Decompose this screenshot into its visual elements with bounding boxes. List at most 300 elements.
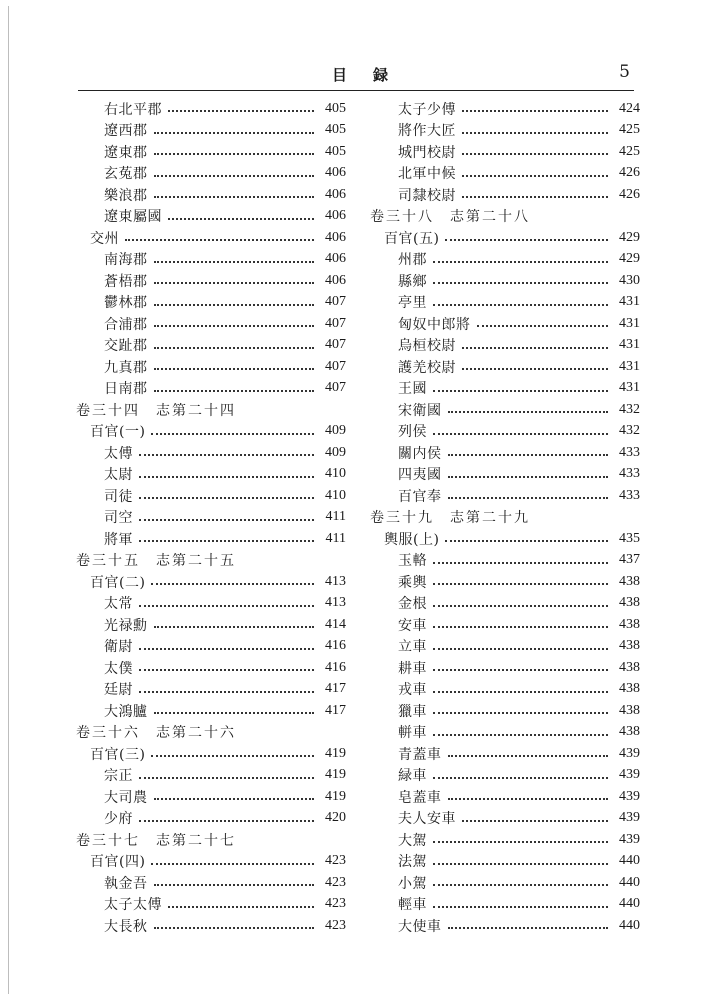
toc-entry [370,765,640,787]
dot-leader [139,690,314,693]
toc-entry-label: 百官(三) [90,746,146,763]
toc-entry-label: 百官(一) [90,424,146,441]
toc-entry-label: 卷三十八 志第二十八 [370,209,530,226]
dot-leader [168,905,314,908]
toc-entry [76,292,346,314]
toc-entry-page: 413 [325,595,346,611]
toc-entry [76,851,346,873]
toc-entry-page: 431 [619,337,640,353]
toc-entry-label: 小駕 [398,875,427,892]
toc-entry [370,292,640,314]
toc-entry-page: 431 [619,358,640,374]
toc-section-heading [370,507,640,529]
toc-entry-label: 太尉 [104,467,133,484]
toc-entry-label: 樂浪郡 [104,187,148,204]
toc-entry-page: 406 [325,229,346,245]
toc-entry-label: 交州 [90,230,119,247]
toc-entry-label: 獵車 [398,703,427,720]
dot-leader [433,604,608,607]
toc-entry-label: 軿車 [398,725,427,742]
toc-entry [370,851,640,873]
dot-leader [154,303,315,306]
toc-entry-label: 宋衛國 [398,402,442,419]
toc-entry [76,141,346,163]
dot-leader [462,195,608,198]
toc-entry-label: 太傅 [104,445,133,462]
toc-entry-label: 蒼梧郡 [104,273,148,290]
toc-entry-page: 410 [325,487,346,503]
toc-entry-label: 百官(二) [90,574,146,591]
toc-entry [76,313,346,335]
dot-leader [139,539,314,542]
toc-entry [76,356,346,378]
toc-entry-label: 耕車 [398,660,427,677]
toc-entry-label: 大司農 [104,789,148,806]
toc-entry [370,442,640,464]
toc-entry [370,894,640,916]
dot-leader [448,410,609,413]
dot-leader [433,905,608,908]
toc-entry [370,593,640,615]
toc-entry-label: 卷三十五 志第二十五 [76,553,236,570]
dot-leader [445,539,608,542]
dot-leader [154,260,315,263]
toc-entry-label: 衛尉 [104,639,133,656]
toc-entry-label: 安車 [398,617,427,634]
toc-entry [370,743,640,765]
toc-entry-page: 417 [325,681,346,697]
toc-entry-page: 429 [619,229,640,245]
toc-entry [370,722,640,744]
toc-entry-page: 413 [325,573,346,589]
toc-entry-page: 407 [325,358,346,374]
toc-entry [76,593,346,615]
toc-entry [76,657,346,679]
dot-leader [477,324,609,327]
toc-entry-label: 緑車 [398,768,427,785]
toc-entry [370,249,640,271]
toc-entry-page: 405 [325,100,346,116]
toc-entry [370,700,640,722]
toc-entry-page: 419 [325,788,346,804]
dot-leader [448,453,609,456]
toc-entry [76,335,346,357]
toc-entry-label: 司隸校尉 [398,187,456,204]
dot-leader [433,625,608,628]
toc-entry [76,679,346,701]
toc-entry-label: 遼東屬國 [104,209,162,226]
toc-entry-page: 424 [619,100,640,116]
toc-entry-label: 北軍中候 [398,166,456,183]
toc-entry [370,421,640,443]
toc-entry [76,270,346,292]
dot-leader [154,797,315,800]
toc-entry-page: 431 [619,380,640,396]
toc-entry-label: 輿服(上) [384,531,440,548]
toc-entry-label: 輕車 [398,897,427,914]
toc-entry [370,378,640,400]
toc-entry [370,141,640,163]
dot-leader [433,776,608,779]
toc-entry-label: 大使車 [398,918,442,935]
toc-entry-page: 406 [325,208,346,224]
dot-leader [139,776,314,779]
toc-entry [76,442,346,464]
toc-entry-label: 大駕 [398,832,427,849]
toc-entry [370,313,640,335]
toc-entry-page: 438 [619,595,640,611]
toc-entry-label: 右北平郡 [104,101,162,118]
dot-leader [154,324,315,327]
page-header [78,62,634,86]
dot-leader [139,819,314,822]
toc-section-heading [76,399,346,421]
toc-entry [370,399,640,421]
toc-entry-label: 光禄勳 [104,617,148,634]
toc-entry [370,808,640,830]
toc-entry [370,636,640,658]
toc-entry-page: 423 [325,874,346,890]
toc-entry-page: 432 [619,423,640,439]
toc-entry [76,894,346,916]
toc-entry [370,614,640,636]
toc-entry [76,872,346,894]
toc-entry-page: 431 [619,294,640,310]
toc-entry-page: 439 [619,767,640,783]
toc-section-heading [370,206,640,228]
dot-leader [154,195,315,198]
dot-leader [154,281,315,284]
toc-entry-label: 亭里 [398,295,427,312]
toc-entry [76,206,346,228]
toc-entry [76,249,346,271]
dot-leader [154,883,315,886]
dot-leader [433,281,608,284]
toc-entry-page: 438 [619,573,640,589]
toc-entry-page: 433 [619,444,640,460]
toc-entry-label: 九真郡 [104,359,148,376]
toc-entry-page: 438 [619,659,640,675]
toc-entry-page: 407 [325,294,346,310]
toc-entry-page: 416 [325,659,346,675]
dot-leader [151,754,314,757]
toc-section-heading [76,722,346,744]
toc-entry [370,120,640,142]
toc-entry-label: 卷三十七 志第二十七 [76,832,236,849]
dot-leader [448,797,609,800]
dot-leader [433,303,608,306]
toc-entry [370,915,640,937]
toc-entry [76,184,346,206]
toc-entry-label: 司空 [104,510,133,527]
dot-leader [154,152,315,155]
dot-leader [154,131,315,134]
toc-entry [370,270,640,292]
toc-entry-label: 將作大匠 [398,123,456,140]
toc-entry [76,765,346,787]
dot-leader [445,238,608,241]
dot-leader [125,238,314,241]
dot-leader [433,883,608,886]
toc-entry [76,485,346,507]
toc-entry [370,227,640,249]
dot-leader [168,109,314,112]
toc-entry [76,571,346,593]
dot-leader [462,109,608,112]
toc-entry-label: 玉輅 [398,553,427,570]
toc-entry-page: 405 [325,143,346,159]
dot-leader [154,711,315,714]
toc-entry-label: 匈奴中郎將 [398,316,471,333]
toc-entry [370,571,640,593]
toc-entry-page: 405 [325,122,346,138]
toc-entry-label: 金根 [398,596,427,613]
toc-entry-page: 437 [619,552,640,568]
dot-leader [448,754,609,757]
dot-leader [433,647,608,650]
toc-entry-page: 438 [619,638,640,654]
toc-entry-label: 宗正 [104,768,133,785]
toc-entry-page: 425 [619,143,640,159]
toc-entry-label: 太常 [104,596,133,613]
toc-section-heading [76,550,346,572]
toc-entry-label: 南海郡 [104,252,148,269]
dot-leader [139,647,314,650]
dot-leader [433,668,608,671]
toc-entry-page: 430 [619,272,640,288]
toc-entry-page: 406 [325,165,346,181]
toc-entry-label: 立車 [398,639,427,656]
dot-leader [139,496,314,499]
toc-entry-page: 426 [619,186,640,202]
toc-entry-page: 414 [325,616,346,632]
dot-leader [154,926,315,929]
toc-entry-page: 438 [619,616,640,632]
toc-entry [370,657,640,679]
toc-entry-page: 420 [325,810,346,826]
toc-entry-label: 皂蓋車 [398,789,442,806]
toc-entry-label: 遼西郡 [104,123,148,140]
dot-leader [462,174,608,177]
toc-entry-page: 440 [619,853,640,869]
dot-leader [433,260,608,263]
dot-leader [151,582,314,585]
toc-entry-page: 426 [619,165,640,181]
toc-entry-page: 409 [325,444,346,460]
toc-entry [76,614,346,636]
toc-entry-page: 440 [619,917,640,933]
toc-entry-label: 四夷國 [398,467,442,484]
dot-leader [154,389,315,392]
dot-leader [139,453,314,456]
toc-entry-label: 玄菟郡 [104,166,148,183]
dot-leader [433,690,608,693]
toc-entry-page: 407 [325,337,346,353]
toc-entry-label: 鬱林郡 [104,295,148,312]
toc-entry-page: 440 [619,896,640,912]
toc-entry [76,421,346,443]
toc-entry-page: 409 [325,423,346,439]
toc-entry-page: 423 [325,917,346,933]
toc-entry-label: 夫人安車 [398,811,456,828]
toc-entry-label: 縣鄉 [398,273,427,290]
toc-entry [76,120,346,142]
dot-leader [154,346,315,349]
toc-entry-label: 乘輿 [398,574,427,591]
toc-entry-page: 439 [619,831,640,847]
toc-entry-page: 406 [325,186,346,202]
dot-leader [462,131,608,134]
toc-entry-label: 關内侯 [398,445,442,462]
toc-entry-label: 卷三十四 志第二十四 [76,402,236,419]
toc-entry-page: 423 [325,853,346,869]
toc-entry [370,464,640,486]
toc-entry [76,464,346,486]
toc-entry [76,98,346,120]
toc-entry-page: 438 [619,724,640,740]
toc-entry-page: 410 [325,466,346,482]
toc-entry-label: 護羌校尉 [398,359,456,376]
toc-entry-label: 列侯 [398,424,427,441]
dot-leader [462,367,608,370]
dot-leader [433,733,608,736]
toc-entry [370,528,640,550]
toc-entry-label: 百官(四) [90,854,146,871]
toc-entry [76,786,346,808]
toc-entry-label: 戎車 [398,682,427,699]
toc-entry-page: 423 [325,896,346,912]
toc-entry [76,507,346,529]
dot-leader [433,432,608,435]
dot-leader [139,518,314,521]
toc-entry [370,786,640,808]
toc-entry-page: 419 [325,767,346,783]
toc-entry-label: 王國 [398,381,427,398]
toc-entry-label: 百官(五) [384,230,440,247]
toc-entry-label: 合浦郡 [104,316,148,333]
dot-leader [448,926,609,929]
toc-entry [370,872,640,894]
dot-leader [433,840,608,843]
toc-entry-label: 執金吾 [104,875,148,892]
toc-entry-page: 429 [619,251,640,267]
toc-entry-label: 城門校尉 [398,144,456,161]
toc-entry-page: 438 [619,702,640,718]
toc-section-heading [76,829,346,851]
toc-entry [370,163,640,185]
toc-entry-page: 425 [619,122,640,138]
dot-leader [462,152,608,155]
toc-entry-page: 407 [325,315,346,331]
dot-leader [154,625,315,628]
dot-leader [433,389,608,392]
dot-leader [151,432,314,435]
toc-entry [370,356,640,378]
toc-entry-page: 433 [619,466,640,482]
toc-entry-label: 廷尉 [104,682,133,699]
toc-entry-label: 司徒 [104,488,133,505]
toc-column-left [76,98,346,937]
toc-entry-page: 411 [325,530,346,546]
toc-entry [76,227,346,249]
toc-entry [76,915,346,937]
toc-entry-page: 433 [619,487,640,503]
toc-entry-label: 太子太傅 [104,897,162,914]
toc-entry-page: 411 [325,509,346,525]
dot-leader [151,862,314,865]
toc-entry-label: 日南郡 [104,381,148,398]
toc-entry-label: 遼東郡 [104,144,148,161]
toc-entry-label: 青蓋車 [398,746,442,763]
dot-leader [433,862,608,865]
header-page-number: 5 [619,62,630,82]
toc-entry [76,378,346,400]
toc-entry-page: 439 [619,810,640,826]
toc-entry [370,679,640,701]
dot-leader [433,561,608,564]
toc-entry-page: 435 [619,530,640,546]
toc-entry-page: 439 [619,745,640,761]
toc-entry [76,743,346,765]
dot-leader [462,819,608,822]
toc-entry-label: 太子少傅 [398,101,456,118]
dot-leader [154,174,315,177]
header-title: 目録 [332,66,415,84]
toc-entry [76,700,346,722]
dot-leader [168,217,314,220]
dot-leader [448,496,609,499]
dot-leader [433,711,608,714]
toc-entry [76,528,346,550]
toc-entry [370,829,640,851]
toc-entry-page: 417 [325,702,346,718]
toc-entry-label: 烏桓校尉 [398,338,456,355]
toc-entry-label: 卷三十六 志第二十六 [76,725,236,742]
dot-leader [462,346,608,349]
dot-leader [139,604,314,607]
toc-entry-page: 406 [325,251,346,267]
toc-column-right [370,98,640,937]
toc-entry-page: 431 [619,315,640,331]
toc-entry [370,98,640,120]
dot-leader [154,367,315,370]
dot-leader [139,668,314,671]
toc-entry [76,163,346,185]
toc-entry-label: 將軍 [104,531,133,548]
toc-entry-label: 大長秋 [104,918,148,935]
toc-entry-page: 419 [325,745,346,761]
toc-entry [370,335,640,357]
toc-entry-label: 州郡 [398,252,427,269]
toc-entry-label: 卷三十九 志第二十九 [370,510,530,527]
toc-entry-page: 406 [325,272,346,288]
header-rule [78,90,634,91]
toc-entry-page: 407 [325,380,346,396]
toc-entry-page: 439 [619,788,640,804]
toc-entry-label: 百官奉 [398,488,442,505]
dot-leader [433,582,608,585]
dot-leader [139,475,314,478]
toc-entry-label: 大鴻臚 [104,703,148,720]
toc-entry-page: 416 [325,638,346,654]
toc-entry-page: 432 [619,401,640,417]
toc-entry [76,808,346,830]
toc-entry [76,636,346,658]
toc-entry [370,485,640,507]
toc-entry [370,550,640,572]
dot-leader [448,475,609,478]
toc-entry-label: 少府 [104,811,133,828]
